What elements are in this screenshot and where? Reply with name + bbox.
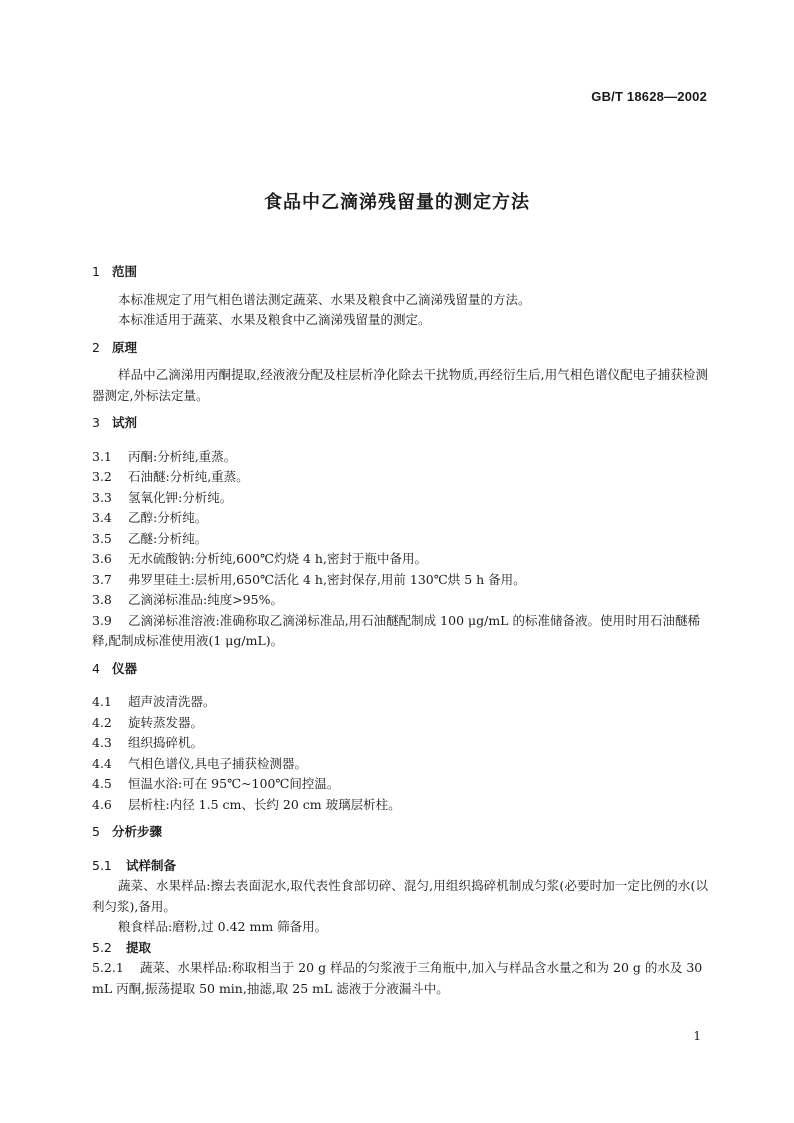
section-title: 分析步骤 bbox=[112, 824, 163, 839]
section-number: 3 bbox=[92, 415, 100, 430]
item-number: 4.6 bbox=[92, 796, 112, 812]
item-number: 5.2.1 bbox=[92, 960, 124, 975]
item-number: 3.2 bbox=[92, 469, 112, 484]
item-text: 组织捣碎机。 bbox=[128, 735, 204, 750]
subsection-title: 试样制备 bbox=[126, 857, 177, 873]
section-number: 4 bbox=[92, 660, 100, 676]
subsection-5-1-heading bbox=[92, 856, 708, 877]
item-number: 3.9 bbox=[92, 612, 112, 628]
item-text: 超声波清洗器。 bbox=[128, 694, 216, 709]
list-item bbox=[92, 529, 708, 550]
list-item bbox=[92, 447, 708, 468]
subsection-5-2-heading bbox=[92, 938, 708, 959]
item-number: 4.1 bbox=[92, 694, 112, 709]
section-title: 原理 bbox=[112, 339, 138, 355]
list-item bbox=[92, 958, 708, 999]
item-text: 旋转蒸发器。 bbox=[128, 714, 204, 730]
list-item bbox=[92, 611, 708, 652]
list-item bbox=[92, 733, 708, 754]
section-3-heading bbox=[92, 413, 708, 434]
section-title: 试剂 bbox=[112, 415, 138, 430]
section-title: 范围 bbox=[112, 264, 138, 279]
item-number: 3.1 bbox=[92, 448, 112, 464]
item-text: 乙滴涕标准溶液:准确称取乙滴涕标准品,用石油醚配制成 100 μg/mL 的标准储备液。使用时用石油醚稀释,配制成标准使用液(1 μg/mL)。 bbox=[92, 612, 700, 648]
list-item bbox=[92, 713, 708, 734]
item-text: 恒温水浴:可在 95℃~100℃间控温。 bbox=[128, 776, 340, 791]
item-text: 蔬菜、水果样品:称取相当于 20 g 样品的匀浆液于三角瓶中,加入与样品含水量之和为 20 g 的水及 30 mL 丙酮,振荡提取 50 min,抽滤,取 25 mL 滤液于分液漏斗中。 bbox=[92, 960, 703, 996]
section-4-heading bbox=[92, 659, 708, 680]
item-number: 4.3 bbox=[92, 735, 112, 750]
list-item bbox=[92, 508, 708, 529]
document-body bbox=[92, 262, 708, 999]
item-text: 无水硫酸钠:分析纯,600℃灼烧 4 h,密封于瓶中备用。 bbox=[128, 551, 427, 566]
item-text: 乙醚:分析纯。 bbox=[128, 530, 208, 546]
list-item bbox=[92, 570, 708, 591]
subsection-number: 5.2 bbox=[92, 939, 112, 955]
section-number: 5 bbox=[92, 824, 100, 839]
item-text: 乙滴涕标准品:纯度>95%。 bbox=[128, 592, 283, 607]
page-number: 1 bbox=[693, 1029, 701, 1043]
item-text: 石油醚:分析纯,重蒸。 bbox=[128, 469, 249, 484]
list-item bbox=[92, 590, 708, 611]
item-number: 3.8 bbox=[92, 592, 112, 607]
subsection-number: 5.1 bbox=[92, 857, 112, 873]
item-text: 气相色谱仪,具电子捕获检测器。 bbox=[128, 755, 307, 771]
item-text: 乙醇:分析纯。 bbox=[128, 510, 208, 525]
item-text: 弗罗里硅土:层析用,650℃活化 4 h,密封保存,用前 130℃烘 5 h 备用。 bbox=[128, 571, 526, 587]
item-number: 4.5 bbox=[92, 776, 112, 791]
item-number: 3.6 bbox=[92, 551, 112, 566]
paragraph: 蔬菜、水果样品:擦去表面泥水,取代表性食部切碎、混匀,用组织捣碎机制成匀浆(必要时加一定比例的水(以利匀浆),备用。 bbox=[92, 878, 708, 914]
item-number: 3.3 bbox=[92, 489, 112, 505]
paragraph: 本标准适用于蔬菜、水果及粮食中乙滴涕残留量的测定。 bbox=[118, 312, 431, 327]
list-item bbox=[92, 774, 708, 795]
item-text: 层析柱:内径 1.5 cm、长约 20 cm 玻璃层析柱。 bbox=[128, 796, 401, 812]
list-item bbox=[92, 549, 708, 570]
item-number: 4.4 bbox=[92, 755, 112, 771]
item-text: 氢氧化钾:分析纯。 bbox=[128, 489, 233, 505]
section-number: 2 bbox=[92, 339, 100, 355]
item-number: 3.5 bbox=[92, 530, 112, 546]
section-1-heading bbox=[92, 262, 708, 283]
list-item bbox=[92, 692, 708, 713]
subsection-title: 提取 bbox=[126, 939, 152, 955]
section-title: 仪器 bbox=[112, 660, 138, 676]
section-2-heading bbox=[92, 338, 708, 359]
item-number: 3.4 bbox=[92, 510, 112, 525]
paragraph: 样品中乙滴涕用丙酮提取,经液液分配及柱层析净化除去干扰物质,再经衍生后,用气相色谱仪配电子捕获检测器测定,外标法定量。 bbox=[92, 367, 708, 403]
section-5-heading bbox=[92, 822, 708, 843]
list-item bbox=[92, 467, 708, 488]
document-title: 食品中乙滴涕残留量的测定方法 bbox=[264, 192, 530, 213]
standard-code: GB/T 18628—2002 bbox=[591, 89, 707, 104]
list-item bbox=[92, 795, 708, 816]
paragraph: 本标准规定了用气相色谱法测定蔬菜、水果及粮食中乙滴涕残留量的方法。 bbox=[118, 291, 531, 307]
paragraph: 粮食样品:磨粉,过 0.42 mm 筛备用。 bbox=[118, 919, 328, 934]
list-item bbox=[92, 754, 708, 775]
item-text: 丙酮:分析纯,重蒸。 bbox=[128, 448, 237, 464]
section-number: 1 bbox=[92, 264, 100, 279]
list-item bbox=[92, 488, 708, 509]
item-number: 3.7 bbox=[92, 571, 112, 587]
item-number: 4.2 bbox=[92, 714, 112, 730]
